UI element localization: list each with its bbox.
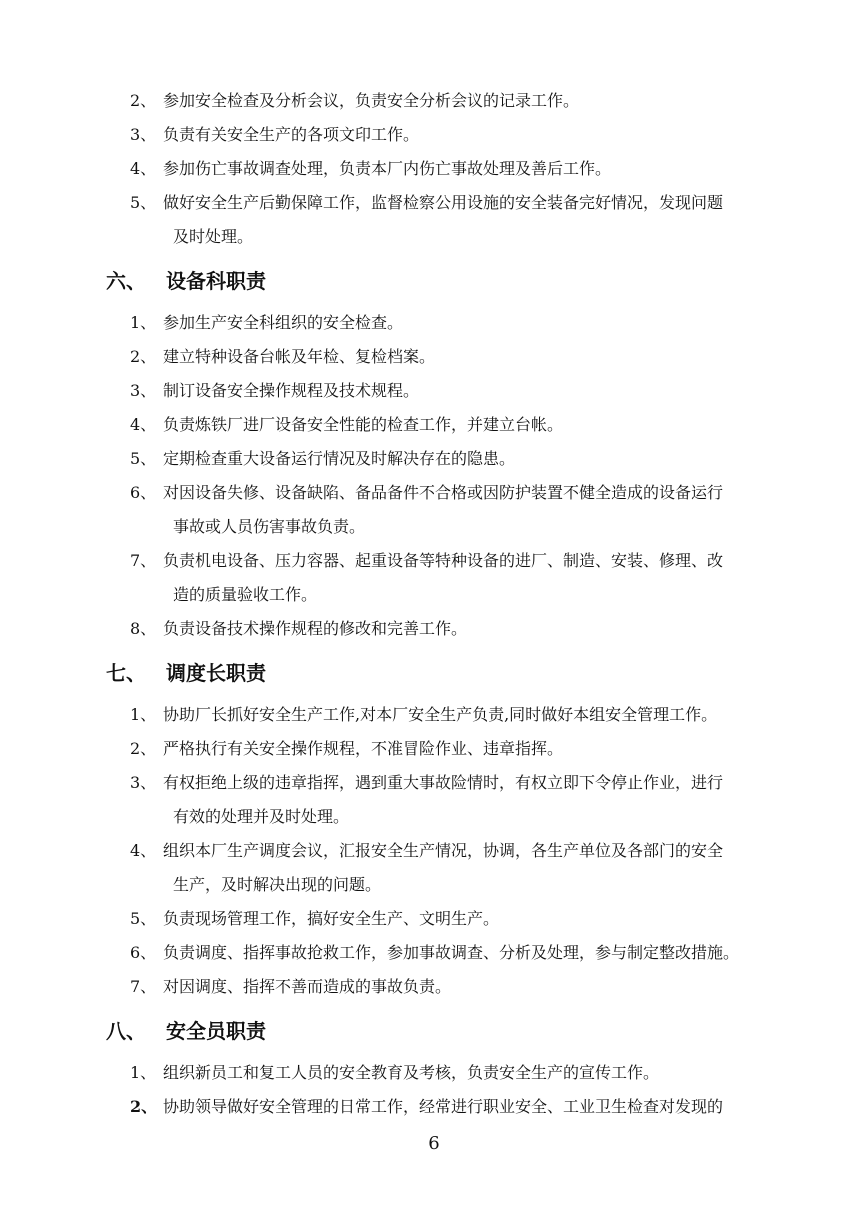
list-item-number: 1、	[130, 1063, 157, 1082]
list-item	[130, 340, 768, 374]
section-title: 设备科职责	[166, 269, 266, 293]
list-item-number: 2、	[130, 739, 157, 758]
list-item	[130, 374, 768, 408]
list-item-text-continued: 造的质量验收工作。	[173, 585, 318, 604]
list-item-text-continued: 事故或人员伤害事故负责。	[173, 517, 366, 536]
list-item-number: 5、	[130, 909, 157, 928]
list-item	[130, 442, 768, 476]
list-item-text: 组织本厂生产调度会议，汇报安全生产情况，协调，各生产单位及各部门的安全	[163, 841, 724, 860]
list-item	[130, 408, 768, 442]
list-item	[130, 476, 768, 544]
list-item-text: 负责炼铁厂进厂设备安全性能的检查工作，并建立台帐。	[163, 415, 564, 434]
page-number: 6	[428, 1133, 440, 1154]
list-item	[130, 612, 768, 646]
list-item-text: 对因设备失修、设备缺陷、备品备件不合格或因防护装置不健全造成的设备运行	[163, 483, 724, 502]
list-item-text: 对因调度、指挥不善而造成的事故负责。	[163, 977, 452, 996]
list-item-text: 负责机电设备、压力容器、起重设备等特种设备的进厂、制造、安装、修理、改	[163, 551, 724, 570]
list-item-text: 制订设备安全操作规程及技术规程。	[163, 381, 420, 400]
list-item	[130, 1056, 768, 1090]
list-item-number: 8、	[130, 619, 157, 638]
list-item-text: 负责现场管理工作，搞好安全生产、文明生产。	[163, 909, 500, 928]
list-item-number: 4、	[130, 415, 157, 434]
list-item-number: 4、	[130, 841, 157, 860]
list-item-text: 协助厂长抓好安全生产工作,对本厂安全生产负责,同时做好本组安全管理工作。	[163, 705, 718, 724]
list-item-text: 做好安全生产后勤保障工作，监督检察公用设施的安全装备完好情况，发现问题	[163, 193, 724, 212]
list-item-text: 有权拒绝上级的违章指挥，遇到重大事故险情时，有权立即下令停止作业，进行	[163, 773, 724, 792]
list-item-text: 参加安全检查及分析会议，负责安全分析会议的记录工作。	[163, 91, 580, 110]
section-number: 六、	[106, 269, 146, 293]
list-item-number: 7、	[130, 977, 157, 996]
list-item-number: 6、	[130, 943, 157, 962]
list-item-text: 组织新员工和复工人员的安全教育及考核，负责安全生产的宣传工作。	[163, 1063, 660, 1082]
list-item-text: 参加生产安全科组织的安全检查。	[163, 313, 404, 332]
list-item	[130, 732, 768, 766]
section-heading	[0, 651, 868, 695]
list-item-text: 定期检查重大设备运行情况及时解决存在的隐患。	[163, 449, 516, 468]
list-item-text: 参加伤亡事故调查处理，负责本厂内伤亡事故处理及善后工作。	[163, 159, 612, 178]
list-item-text-continued: 及时处理。	[173, 227, 254, 246]
section-number: 八、	[106, 1019, 146, 1043]
list-item-number: 4、	[130, 159, 157, 178]
list-item-text: 建立特种设备台帐及年检、复检档案。	[163, 347, 436, 366]
section-title: 安全员职责	[166, 1019, 266, 1043]
list-item-text: 严格执行有关安全操作规程，不准冒险作业、违章指挥。	[163, 739, 564, 758]
section-title: 调度长职责	[166, 661, 266, 685]
list-item	[130, 936, 768, 970]
list-item	[130, 186, 768, 254]
section-number: 七、	[106, 661, 146, 685]
list-item	[130, 766, 768, 834]
list-item-number: 6、	[130, 483, 157, 502]
list-item	[130, 152, 768, 186]
list-item-text: 负责设备技术操作规程的修改和完善工作。	[163, 619, 468, 638]
list-item-number: 7、	[130, 551, 157, 570]
list-item-number: 1、	[130, 313, 157, 332]
list-item-number: 3、	[130, 125, 157, 144]
section-heading	[0, 259, 868, 303]
section-heading	[0, 1009, 868, 1053]
page-content	[0, 84, 868, 1124]
list-item-number: 5、	[130, 449, 157, 468]
list-item	[130, 970, 768, 1004]
list-item-number: 2、	[130, 91, 157, 110]
list-item	[130, 1090, 768, 1124]
list-item-number: 3、	[130, 381, 157, 400]
list-item-number: 1、	[130, 705, 157, 724]
list-item-number: 2、	[130, 1097, 158, 1116]
list-item	[130, 118, 768, 152]
list-item	[130, 306, 768, 340]
list-item-text-continued: 生产，及时解决出现的问题。	[173, 875, 382, 894]
list-item-text-continued: 有效的处理并及时处理。	[173, 807, 350, 826]
list-item	[130, 84, 768, 118]
list-item-text: 负责调度、指挥事故抢救工作，参加事故调查、分析及处理，参与制定整改措施。	[163, 943, 740, 962]
list-item-text: 负责有关安全生产的各项文印工作。	[163, 125, 420, 144]
list-item	[130, 902, 768, 936]
list-item-number: 2、	[130, 347, 157, 366]
list-item-text: 协助领导做好安全管理的日常工作，经常进行职业安全、工业卫生检查对发现的	[163, 1097, 724, 1116]
list-item	[130, 834, 768, 902]
list-item-number: 5、	[130, 193, 157, 212]
list-item	[130, 698, 768, 732]
list-item-number: 3、	[130, 773, 157, 792]
list-item	[130, 544, 768, 612]
